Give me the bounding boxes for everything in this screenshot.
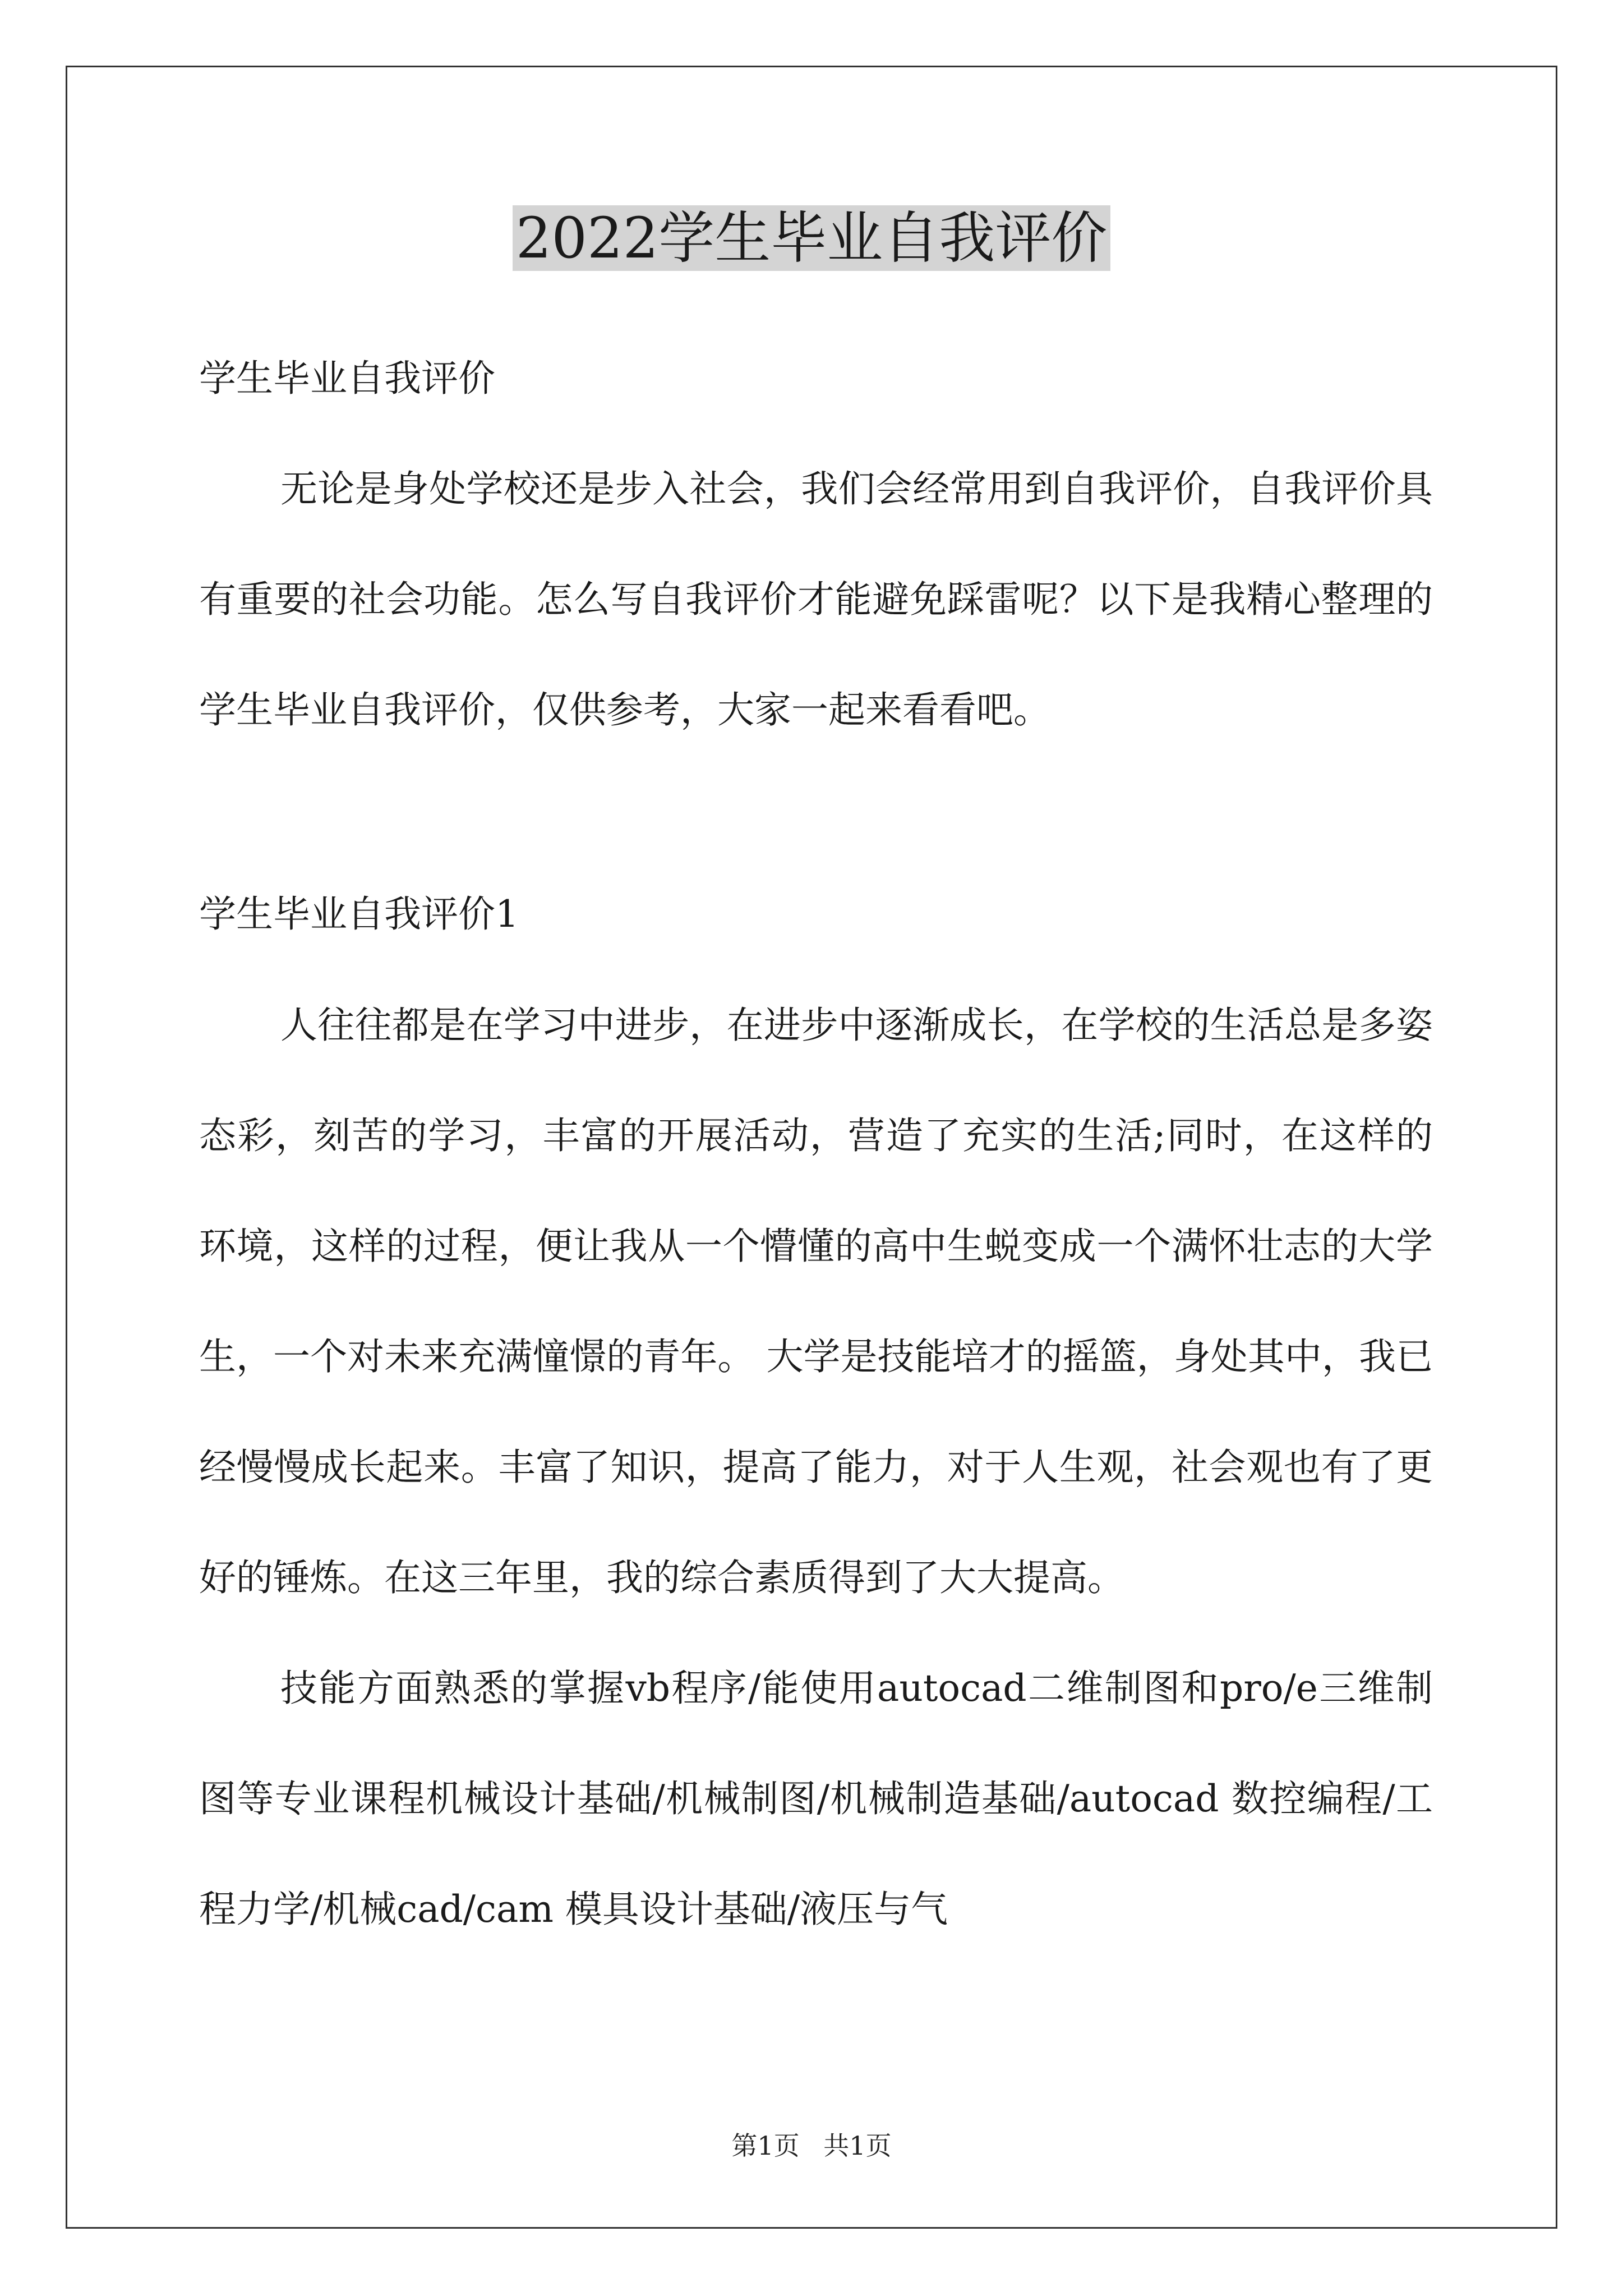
section-1-paragraph-1: 人往往都是在学习中进步，在进步中逐渐成长，在学校的生活总是多姿态彩，刻苦的学习，丰富的开展活动，营造了充实的生活;同时，在这样的环境，这样的过程，便让我从一个懵懂的高中生蜕变成一个满怀壮志的大学生，一个对未来充满憧憬的青年。 大学是技能培才的摇篮，身处其中，我已经慢慢成长起来。丰富了知识，提高了能力，对于人生观，社会观也有了更好的锤炼。在这三年里，我的综合素质得到了大大提高。 (199, 1004, 1433, 1599)
section-1-heading-text: 学生毕业自我评价1 (199, 892, 519, 936)
document-subtitle (199, 351, 1433, 407)
document-title (0, 199, 1623, 278)
section-1-paragraph-2: 技能方面熟悉的掌握vb程序/能使用autocad二维制图和pro/e三维制图等专业课程机械设计基础/机械制图/机械制造基础/autocad 数控编程/工程力学/机械cad/cam 模具设计基础/液压与气 (199, 1667, 1433, 1931)
section-1-body (199, 970, 1433, 1964)
intro-paragraph: 无论是身处学校还是步入社会，我们会经常用到自我评价，自我评价具有重要的社会功能。怎么写自我评价才能避免踩雷呢？以下是我精心整理的学生毕业自我评价，仅供参考，大家一起来看看吧。 (199, 467, 1433, 731)
page-footer (0, 2129, 1623, 2162)
document-title-text: 2022学生毕业自我评价 (513, 205, 1111, 271)
page-number: 第1页 共1页 (731, 2131, 892, 2161)
subtitle-text: 学生毕业自我评价 (199, 357, 495, 400)
intro-paragraph-block (199, 434, 1433, 765)
section-1-heading (199, 886, 1433, 942)
